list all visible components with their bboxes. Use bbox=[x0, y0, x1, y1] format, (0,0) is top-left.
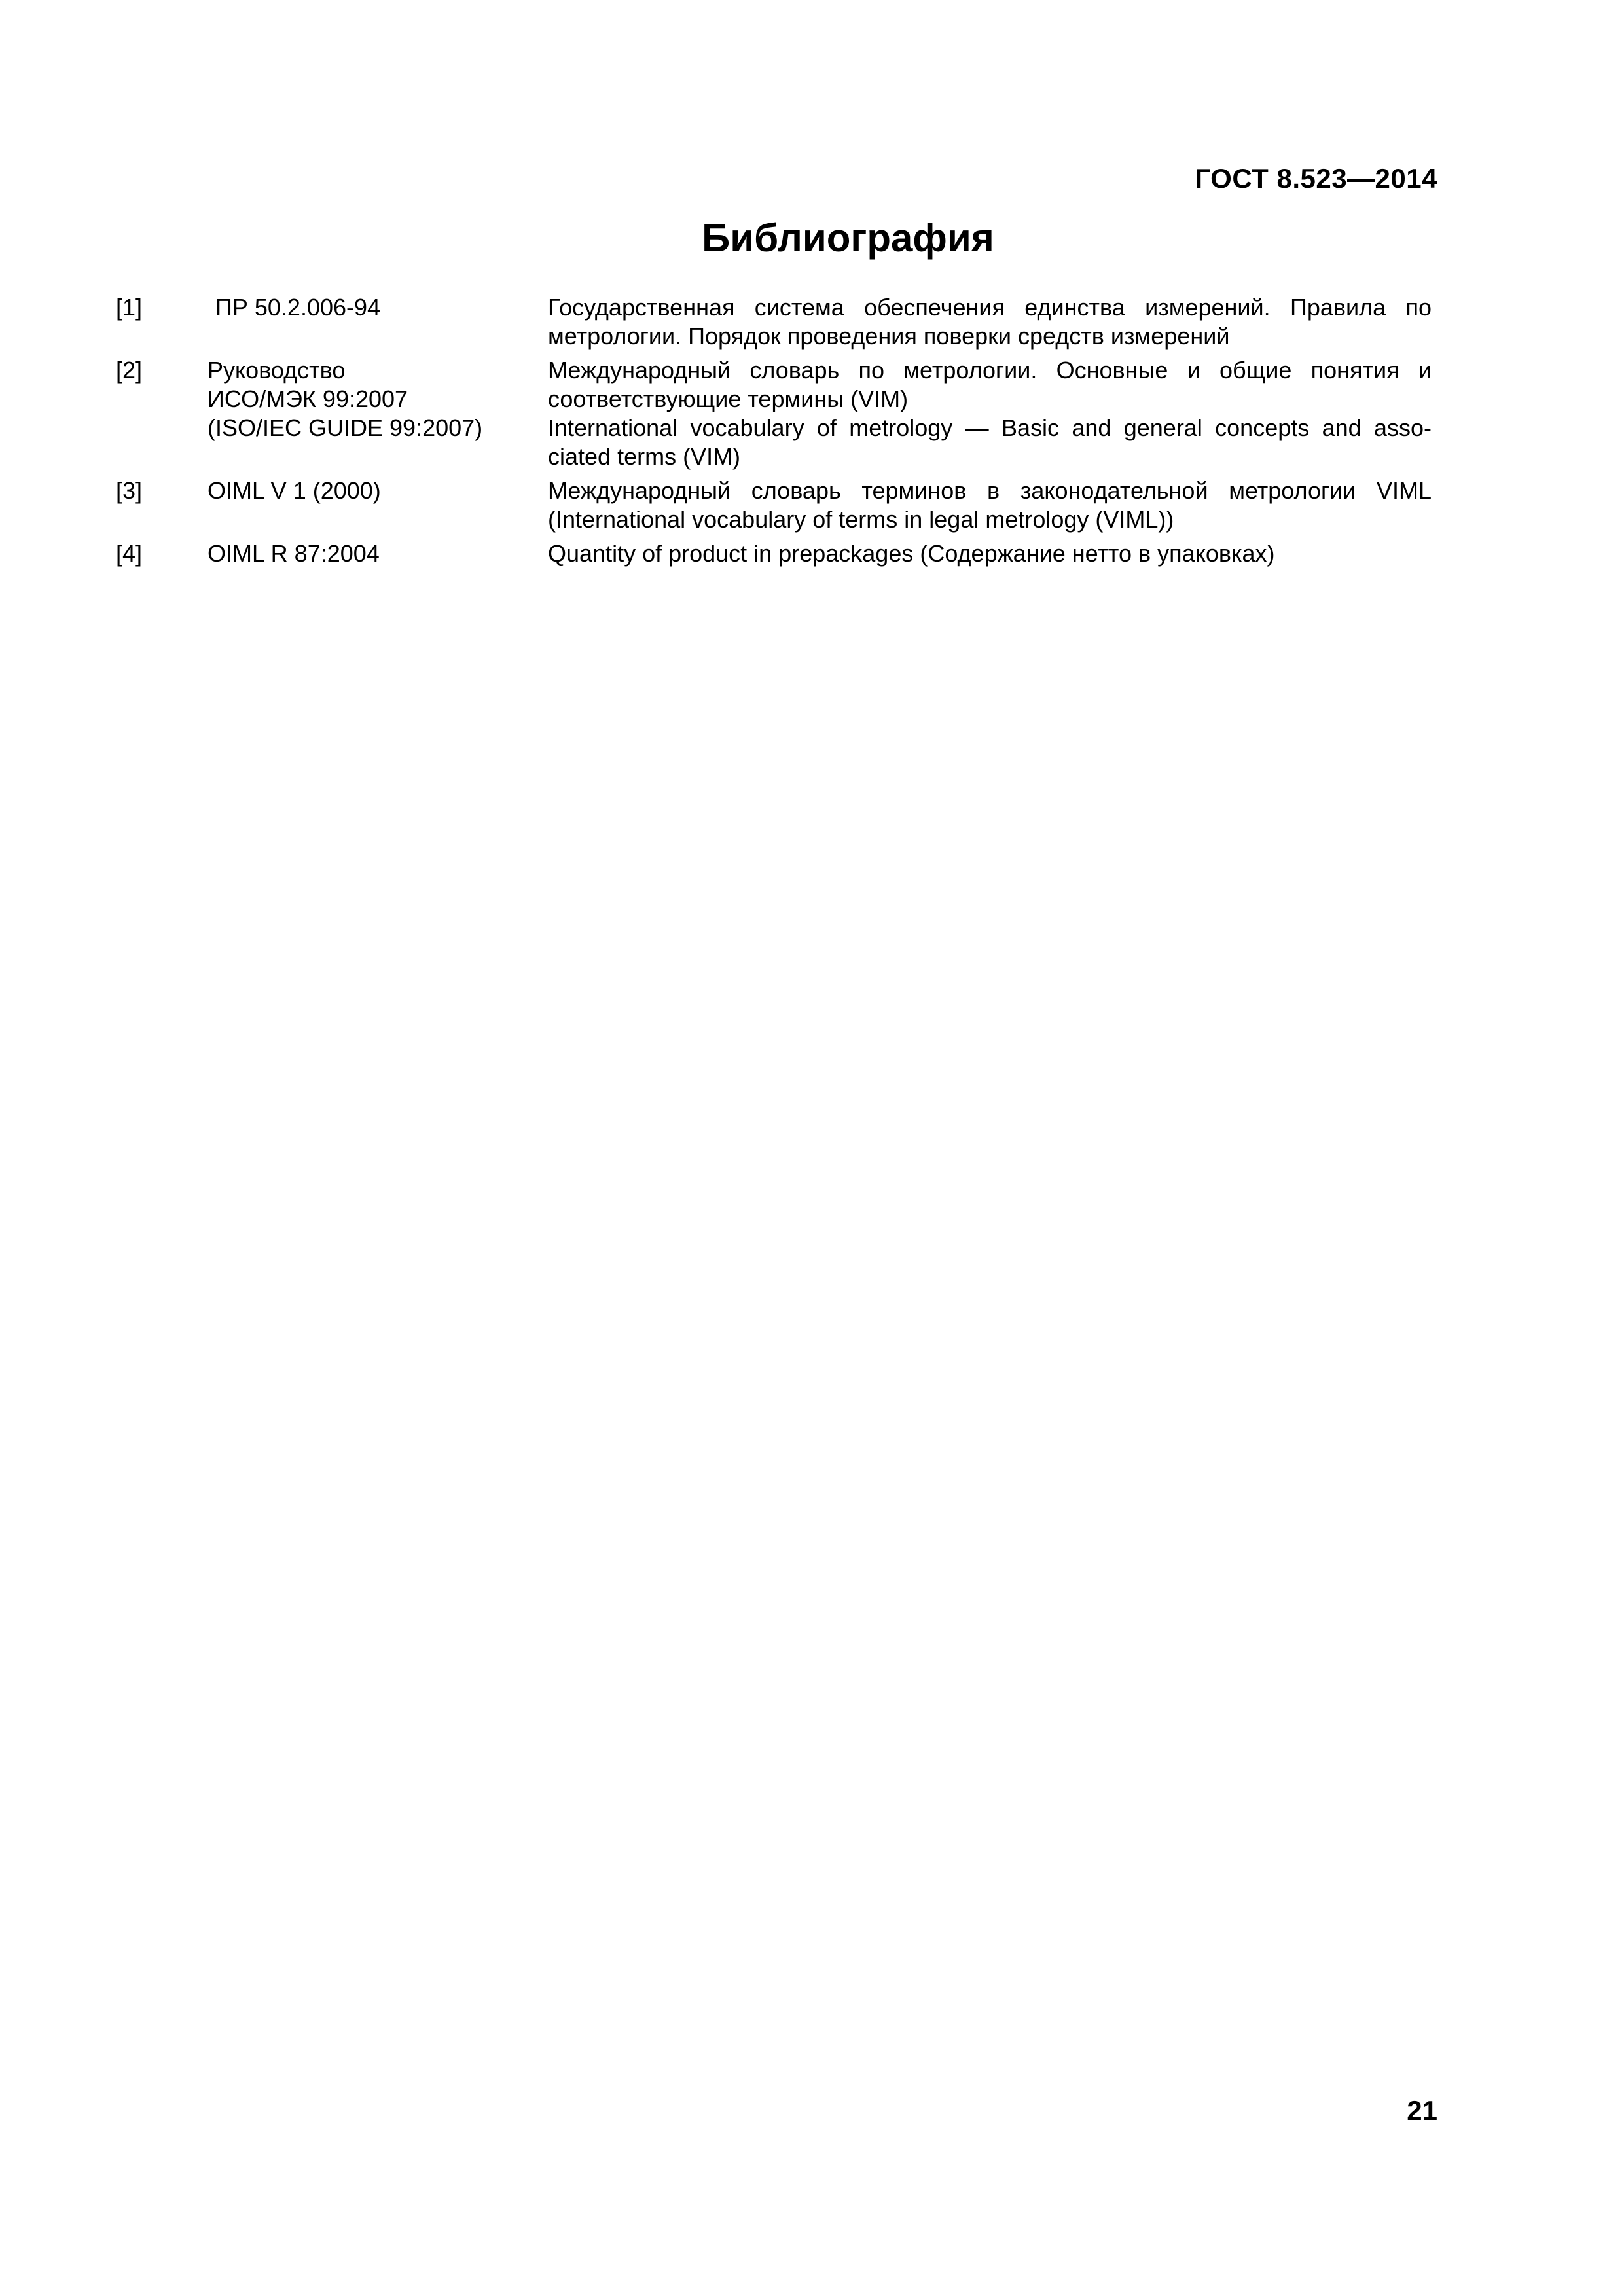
entry-description bbox=[548, 293, 1432, 351]
entry-number: [1] bbox=[116, 294, 143, 321]
bibliography-entry bbox=[116, 476, 1432, 534]
reference-code-line: OIML V 1 (2000) bbox=[208, 477, 381, 504]
reference-code-line: Руководство bbox=[208, 357, 346, 384]
entry-reference-code bbox=[208, 539, 548, 568]
bibliography-list bbox=[116, 293, 1432, 573]
entry-reference-code bbox=[208, 356, 548, 442]
bibliography-entry bbox=[116, 356, 1432, 471]
description-text: Государственная система обеспечения единства измерений. Правила по метрологии. Порядок проведения поверки средств измерений bbox=[548, 294, 1432, 350]
entry-number: [2] bbox=[116, 357, 143, 384]
reference-code-line: ИСО/МЭК 99:2007 bbox=[208, 386, 408, 412]
bibliography-entry bbox=[116, 539, 1432, 568]
page-number: 21 bbox=[1407, 2095, 1437, 2126]
reference-code-line: (ISO/IEC GUIDE 99:2007) bbox=[208, 414, 483, 441]
description-text: International vocabulary of metrology — Basic and general concepts and asso-ciated terms (VIM) bbox=[548, 414, 1432, 470]
bibliography-entry bbox=[116, 293, 1432, 351]
page-title: Библиография bbox=[702, 216, 994, 260]
entry-description bbox=[548, 356, 1432, 471]
document-code: ГОСТ 8.523—2014 bbox=[1195, 163, 1437, 194]
entry-number: [4] bbox=[116, 540, 143, 567]
reference-code-line: OIML R 87:2004 bbox=[208, 540, 380, 567]
description-text: Quantity of product in prepackages (Содержание нетто в упаковках) bbox=[548, 540, 1275, 567]
entry-reference-code bbox=[208, 476, 548, 505]
entry-description bbox=[548, 539, 1432, 568]
entry-description bbox=[548, 476, 1432, 534]
description-text: Международный словарь по метрологии. Основные и общие понятия и соответствующие термины (VIM) bbox=[548, 357, 1432, 412]
reference-code-line: ПР 50.2.006-94 bbox=[215, 294, 381, 321]
entry-number: [3] bbox=[116, 477, 143, 504]
entry-reference-code bbox=[208, 293, 548, 322]
description-text: Международный словарь терминов в законодательной метрологии VIML (International vocabulary of terms in legal metrology (VIML)) bbox=[548, 477, 1432, 533]
